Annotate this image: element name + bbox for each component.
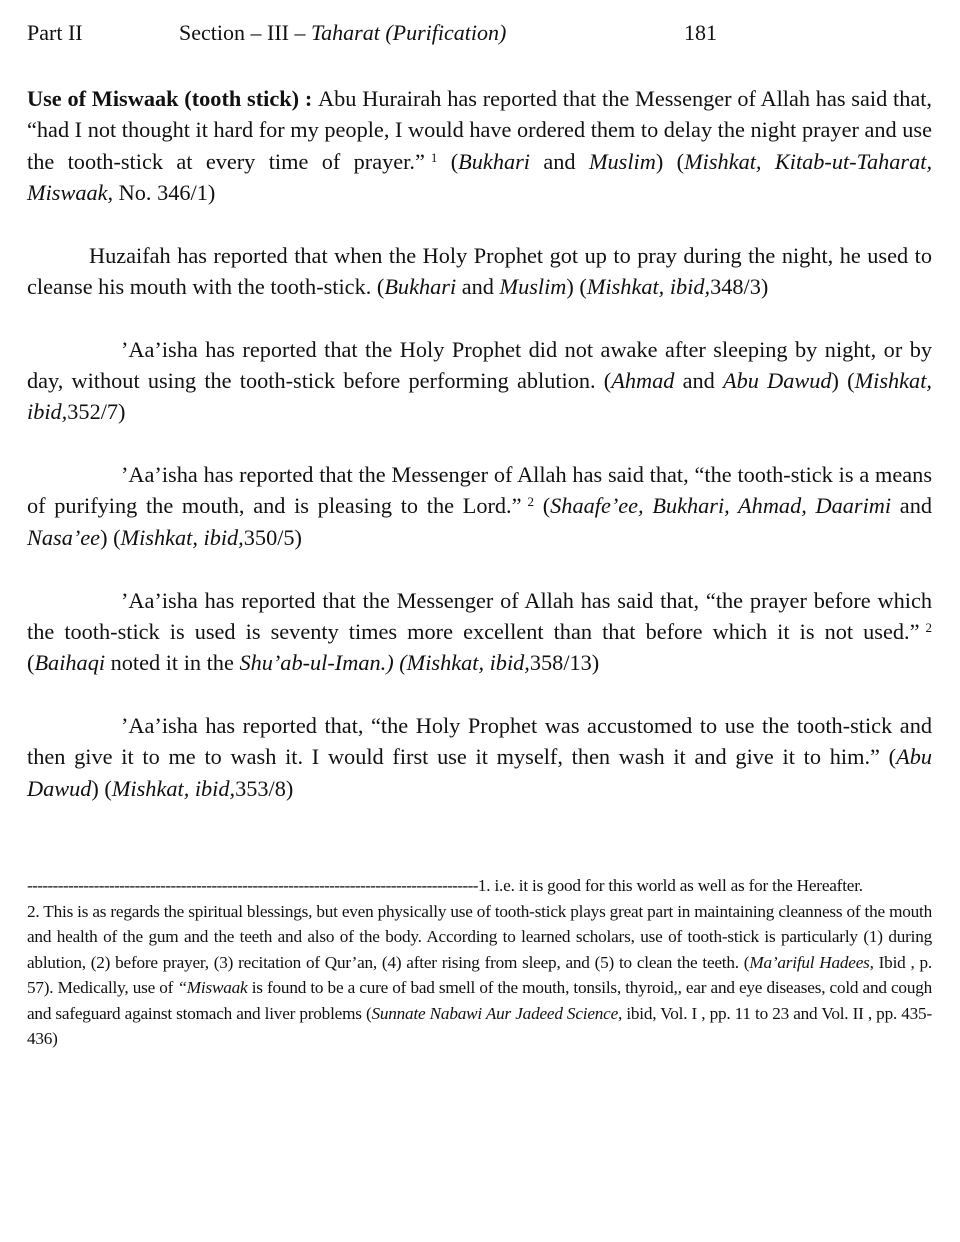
text-segment: Abu Dawud	[27, 744, 932, 801]
paragraph	[27, 710, 932, 804]
text-segment: ) (	[655, 148, 685, 174]
paragraph	[27, 240, 932, 303]
section-title: Taharat	[310, 20, 380, 45]
text-segment: and	[674, 368, 723, 394]
text-segment: (	[437, 148, 459, 174]
footnote-separator: ----------------------------------------------------------------------------------------	[27, 876, 478, 895]
text-segment: ’Aa’isha has reported that the Messenger of Allah has said that, “the tooth-stick is a means of purifying the mouth, and is pleasing to the Lord.”	[27, 462, 932, 519]
text-segment: No. 346/1)	[113, 179, 216, 205]
part-label: Part II	[27, 20, 83, 45]
text-segment: Baihaqi	[34, 650, 106, 676]
text-segment: ) (	[91, 775, 112, 801]
text-segment: and	[530, 148, 589, 174]
text-segment: and	[891, 493, 932, 519]
text-segment: 348/3)	[710, 273, 769, 299]
footnote	[27, 873, 932, 899]
text-segment: Bukhari	[384, 273, 457, 299]
text-segment: “Miswaak	[177, 978, 248, 997]
text-segment: ) (	[831, 368, 855, 394]
text-segment: Mishkat, ibid,	[120, 524, 244, 550]
text-segment: Mishkat, ibid,	[27, 368, 932, 425]
text-segment: Nasa’ee	[27, 524, 101, 550]
page-number: 181	[684, 20, 717, 45]
text-segment: Bukhari	[458, 148, 530, 174]
text-segment: (	[534, 493, 551, 519]
text-segment: ’Aa’isha has reported that the Messenger of Allah has said that, “the prayer before which the tooth-stick is used is seventy times more excellent than that before which it is not used.”	[27, 587, 932, 644]
running-header	[27, 20, 927, 50]
text-segment: ’Aa’isha has reported that the Holy Prophet did not awake after sleeping by night, or by day, without using the tooth-stick before performing ablution. (	[27, 336, 932, 394]
section-prefix: Section – III –	[179, 20, 311, 45]
paragraph	[27, 334, 932, 428]
text-segment: Shu’ab-ul-Iman.) (Mishkat, ibid,	[239, 650, 530, 676]
text-segment: (	[27, 650, 35, 676]
text-segment: Shaafe’ee, Bukhari, Ahmad, Daarimi	[550, 493, 892, 519]
text-segment: Muslim	[588, 148, 656, 174]
footnote-ref: 2	[527, 494, 535, 510]
text-segment: Sunnate Nabawi Aur Jadeed Science,	[371, 1003, 623, 1023]
text-segment: 352/7)	[67, 399, 126, 425]
footnote-ref: 1	[430, 149, 438, 165]
paragraph	[27, 83, 932, 208]
text-segment: Ahmad	[611, 368, 675, 394]
section-subtitle: (Purification)	[385, 20, 507, 45]
text-segment: 2. This is as regards the spiritual blessings, but even physically use of tooth-stick plays great part in maintaining cleanness of the mouth and health of the gum and the teeth and also of the body. According to learned scholars, use of tooth-stick is particularly (1) during ablution, (2) before prayer, (3) recitation of Qur’an, (4) after rising from sleep, and (5) to clean the teeth. (	[27, 901, 932, 972]
text-segment: and	[456, 273, 500, 299]
text-segment: noted it in the	[105, 650, 240, 676]
text-segment: ) (	[100, 524, 121, 550]
text-segment: 353/8)	[235, 775, 294, 801]
text-segment: Mishkat, Kitab-ut-Taharat, Miswaak,	[27, 148, 933, 205]
text-segment: , Ibid , p. 57). Medically, use of	[27, 952, 932, 997]
text-segment: Mishkat, ibid,	[586, 273, 711, 299]
text-segment: ibid, Vol. I , pp. 11 to 23 and Vol. II , pp. 435-436)	[27, 1003, 932, 1048]
text-segment: ’Aa’isha has reported that, “the Holy Prophet was accustomed to use the tooth-stick and then give it to me to wash it. I would first use it myself, then wash it and give it to him.” (	[27, 712, 932, 770]
footnote-ref: 2	[925, 619, 932, 635]
footnote	[27, 899, 932, 1052]
text-segment: Muslim	[499, 273, 567, 299]
text-segment: Abu Dawud	[722, 368, 832, 394]
paragraph	[27, 585, 932, 679]
section-label	[179, 20, 506, 46]
footnotes	[27, 873, 932, 1052]
paragraph	[27, 459, 932, 553]
text-segment: Ma’ariful Hadees	[749, 952, 870, 972]
text-segment: 350/5)	[243, 524, 302, 550]
body-text	[27, 83, 932, 835]
text-segment: Abu Hurairah has reported that the Messenger of Allah has said that, “had I not thought it hard for my people, I would have ordered them to delay the night prayer and use the tooth-stick at every time of prayer.”	[27, 86, 933, 174]
text-segment: 358/13)	[529, 650, 600, 676]
text-segment: ) (	[566, 273, 587, 299]
text-segment: Huzaifah has reported that when the Holy Prophet got up to pray during the night, he used to cleanse his mouth with the tooth-stick. (	[27, 242, 932, 299]
text-segment: is found to be a cure of bad smell of the mouth, tonsils, thyroid,, ear and eye diseases, cold and cough and safeguard against stomach and liver problems (	[27, 978, 933, 1023]
text-segment: 1. i.e. it is good for this world as well as for the Hereafter.	[477, 876, 863, 895]
text-segment: Use of Miswaak (tooth stick) :	[27, 86, 319, 111]
text-segment: Mishkat, ibid,	[111, 775, 236, 801]
